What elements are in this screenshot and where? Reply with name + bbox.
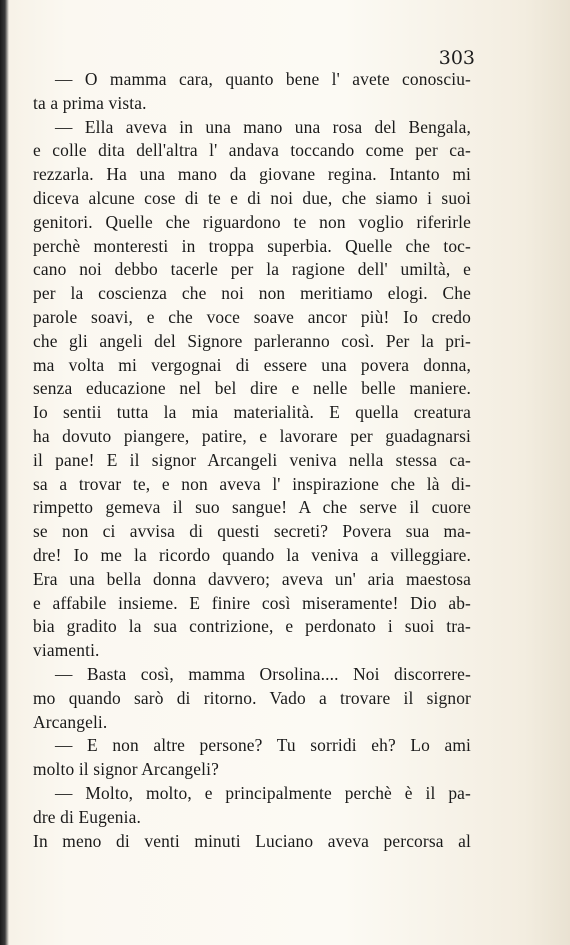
text-line: Arcangeli. [33, 711, 108, 732]
text-line: molto il signor Arcangeli? [33, 759, 219, 780]
text-line: e colle dita dell'altra l' andava toccando come per ca- [33, 140, 471, 161]
text-line: cano noi debbo tacerle per la ragione dell' umiltà, e [33, 259, 471, 280]
text-line: se non ci avvisa di questi secreti? Povera sua ma- [33, 521, 471, 542]
text-line: rezzarla. Ha una mano da giovane regina. Intanto mi [33, 164, 471, 185]
text-line: e affabile insieme. E finire così miseramente! Dio ab- [33, 592, 471, 613]
text-line: Era una bella donna davvero; aveva un' aria maestosa [33, 568, 471, 589]
binding-shadow [0, 0, 9, 945]
text-line: bia gradito la sua contrizione, e perdonato i suoi tra- [33, 616, 471, 637]
text-line: il pane! E il signor Arcangeli veniva nella stessa ca- [33, 449, 471, 470]
page-number: 303 [438, 47, 475, 69]
body-text [33, 68, 471, 853]
text-line: ta a prima vista. [33, 92, 147, 113]
text-line: dre di Eugenia. [33, 806, 142, 827]
text-line: Io sentii tutta la mia materialità. E quella creatura [33, 402, 471, 423]
text-line: — E non altre persone? Tu sorridi eh? Lo ami [55, 735, 471, 756]
text-line: — Molto, molto, e principalmente perchè è il pa- [55, 782, 471, 803]
text-line: — O mamma cara, quanto bene l' avete conosciu- [55, 69, 471, 89]
text-line: parole soavi, e che voce soave ancor più! Io credo [33, 306, 471, 327]
text-line: perchè monteresti in troppa superbia. Quelle che toc- [33, 235, 471, 256]
text-line: In meno di venti minuti Luciano aveva percorsa al [33, 830, 471, 851]
text-line: rimpetto gemeva il suo sangue! A che serve il cuore [33, 497, 471, 518]
text-line: ma volta mi vergognai di essere una povera donna, [33, 354, 471, 375]
text-line: ha dovuto piangere, patire, e lavorare per guadagnarsi [33, 425, 471, 446]
text-line: che gli angeli del Signore parleranno così. Per la pri- [33, 330, 471, 351]
text-line: senza educazione nel bel dire e nelle belle maniere. [33, 378, 471, 399]
text-line: sa a trovar te, e non aveva l' inspirazione che là di- [33, 473, 471, 494]
text-line: dre! Io me la ricordo quando la veniva a villeggiare. [33, 544, 471, 565]
text-line: viamenti. [33, 640, 100, 661]
text-line: diceva alcune cose di te e di noi due, che siamo i suoi [33, 187, 471, 208]
text-line: — Basta così, mamma Orsolina.... Noi discorrere- [55, 663, 471, 684]
text-line: — Ella aveva in una mano una rosa del Bengala, [55, 116, 471, 137]
text-line: mo quando sarò di ritorno. Vado a trovare il signor [33, 687, 471, 708]
text-line: per la coscienza che noi non meritiamo elogi. Che [33, 283, 471, 304]
text-line: genitori. Quelle che riguardono te non voglio riferirle [33, 211, 471, 232]
